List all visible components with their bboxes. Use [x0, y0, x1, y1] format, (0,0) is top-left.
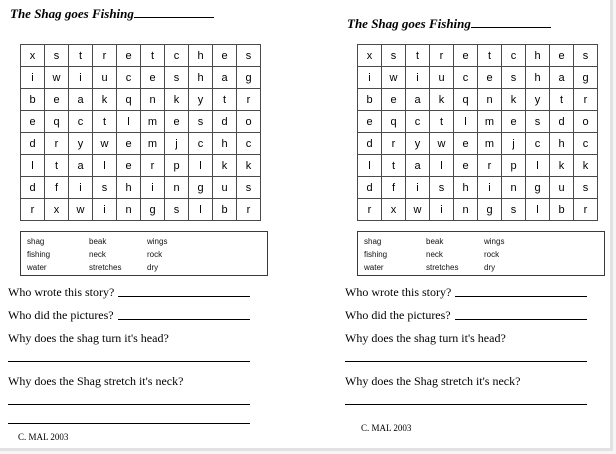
grid-cell: l: [117, 111, 141, 133]
worksheet-title: [347, 16, 609, 32]
wordsearch-grid: [357, 44, 598, 221]
grid-row: [21, 111, 261, 133]
grid-cell: l: [189, 199, 213, 221]
grid-cell: t: [406, 45, 430, 67]
grid-cell: y: [526, 89, 550, 111]
grid-cell: s: [237, 45, 261, 67]
grid-cell: i: [406, 67, 430, 89]
grid-cell: i: [430, 199, 454, 221]
word-list-column: [484, 235, 504, 275]
grid-cell: i: [406, 177, 430, 199]
grid-cell: l: [93, 155, 117, 177]
grid-cell: s: [93, 177, 117, 199]
grid-cell: j: [502, 133, 526, 155]
word-list-column: [147, 235, 167, 275]
grid-cell: s: [189, 111, 213, 133]
grid-cell: e: [141, 67, 165, 89]
answer-line: [118, 319, 250, 320]
grid-cell: n: [141, 89, 165, 111]
grid-cell: c: [502, 45, 526, 67]
grid-cell: k: [430, 89, 454, 111]
grid-cell: n: [502, 177, 526, 199]
grid-cell: e: [502, 111, 526, 133]
grid-cell: p: [165, 155, 189, 177]
question: [345, 285, 609, 299]
grid-cell: k: [550, 155, 574, 177]
grid-row: [21, 199, 261, 221]
grid-row: [358, 155, 598, 177]
grid-cell: h: [454, 177, 478, 199]
grid-cell: h: [526, 45, 550, 67]
grid-cell: w: [406, 199, 430, 221]
worksheet-panel: [345, 4, 609, 433]
grid-cell: l: [430, 155, 454, 177]
grid-cell: k: [502, 89, 526, 111]
grid-cell: a: [406, 155, 430, 177]
question-label: Why does the Shag stretch it's neck?: [8, 374, 184, 388]
grid-cell: x: [45, 199, 69, 221]
grid-cell: r: [237, 89, 261, 111]
grid-cell: f: [45, 177, 69, 199]
grid-cell: d: [550, 111, 574, 133]
question-label: Why does the shag turn it's head?: [345, 331, 506, 345]
grid-cell: d: [213, 111, 237, 133]
grid-cell: s: [430, 177, 454, 199]
grid-cell: i: [358, 67, 382, 89]
grid-cell: e: [478, 67, 502, 89]
grid-cell: y: [406, 133, 430, 155]
grid-cell: r: [478, 155, 502, 177]
answer-line: [8, 423, 250, 424]
answer-line: [8, 361, 250, 362]
word-list-item: wings: [484, 237, 505, 246]
credit-line: C. MAL 2003: [18, 432, 69, 442]
grid-cell: t: [69, 45, 93, 67]
grid-cell: g: [574, 67, 598, 89]
grid-cell: n: [454, 199, 478, 221]
grid-cell: t: [93, 111, 117, 133]
grid-cell: s: [165, 199, 189, 221]
question: [8, 374, 272, 388]
word-list-item: dry: [484, 263, 496, 272]
grid-cell: l: [21, 155, 45, 177]
grid-cell: s: [45, 45, 69, 67]
grid-row: [358, 177, 598, 199]
grid-cell: u: [550, 177, 574, 199]
grid-cell: n: [165, 177, 189, 199]
word-list-item: rock: [484, 250, 500, 259]
grid-cell: l: [526, 199, 550, 221]
grid-cell: i: [93, 199, 117, 221]
grid-cell: e: [165, 111, 189, 133]
word-list-item: fishing: [27, 250, 51, 259]
grid-row: [21, 133, 261, 155]
word-list-item: water: [27, 263, 47, 272]
grid-cell: r: [45, 133, 69, 155]
grid-cell: h: [189, 67, 213, 89]
grid-cell: d: [358, 133, 382, 155]
grid-cell: d: [358, 177, 382, 199]
grid-row: [358, 89, 598, 111]
grid-cell: n: [117, 199, 141, 221]
grid-cell: t: [478, 45, 502, 67]
grid-row: [358, 111, 598, 133]
grid-cell: b: [358, 89, 382, 111]
grid-cell: r: [574, 199, 598, 221]
grid-cell: s: [526, 111, 550, 133]
word-list-item: stretches: [426, 263, 459, 272]
grid-cell: k: [213, 155, 237, 177]
title-blank-line: [471, 16, 551, 28]
grid-cell: w: [69, 199, 93, 221]
word-list-column: [426, 235, 484, 275]
grid-cell: b: [213, 199, 237, 221]
questions-section: [345, 285, 609, 405]
grid-cell: r: [430, 45, 454, 67]
grid-cell: r: [21, 199, 45, 221]
question-label: Who did the pictures?: [8, 308, 114, 322]
grid-cell: c: [454, 67, 478, 89]
grid-cell: e: [117, 133, 141, 155]
word-list-item: beak: [89, 237, 107, 246]
grid-cell: h: [550, 133, 574, 155]
wordsearch-grid-body: [358, 45, 598, 221]
worksheet-title: [10, 6, 272, 22]
answer-line: [455, 319, 587, 320]
word-list-item: water: [364, 263, 384, 272]
grid-cell: e: [550, 45, 574, 67]
grid-cell: t: [550, 89, 574, 111]
grid-cell: q: [382, 111, 406, 133]
answer-line: [8, 404, 250, 405]
word-list-box: [357, 231, 605, 276]
grid-cell: l: [189, 155, 213, 177]
word-list-item: shag: [364, 237, 382, 246]
grid-cell: e: [454, 133, 478, 155]
grid-cell: s: [382, 45, 406, 67]
grid-cell: t: [430, 111, 454, 133]
grid-cell: w: [45, 67, 69, 89]
grid-cell: o: [574, 111, 598, 133]
grid-cell: n: [478, 89, 502, 111]
grid-cell: u: [430, 67, 454, 89]
word-list-item: dry: [147, 263, 159, 272]
grid-cell: g: [237, 67, 261, 89]
grid-cell: m: [478, 111, 502, 133]
grid-cell: x: [358, 45, 382, 67]
word-list-item: stretches: [89, 263, 122, 272]
grid-cell: h: [117, 177, 141, 199]
grid-cell: d: [21, 133, 45, 155]
grid-cell: r: [141, 155, 165, 177]
grid-cell: c: [165, 45, 189, 67]
title-text: The Shag goes Fishing: [10, 6, 134, 21]
grid-cell: t: [382, 155, 406, 177]
wordsearch-grid: [20, 44, 261, 221]
word-list-item: beak: [426, 237, 444, 246]
question: [8, 331, 272, 345]
grid-cell: l: [358, 155, 382, 177]
grid-cell: g: [478, 199, 502, 221]
questions-section: [8, 285, 272, 424]
grid-cell: i: [69, 67, 93, 89]
grid-row: [358, 45, 598, 67]
grid-cell: c: [189, 133, 213, 155]
answer-line: [345, 404, 587, 405]
word-list-column: [364, 235, 426, 275]
grid-cell: t: [45, 155, 69, 177]
grid-cell: s: [502, 199, 526, 221]
grid-cell: e: [21, 111, 45, 133]
word-list-item: rock: [147, 250, 163, 259]
grid-cell: g: [189, 177, 213, 199]
word-list-box: [20, 231, 268, 276]
grid-cell: k: [165, 89, 189, 111]
grid-cell: a: [69, 89, 93, 111]
grid-cell: e: [454, 155, 478, 177]
question-label: Who wrote this story?: [345, 285, 452, 299]
worksheet-panel: [8, 4, 272, 442]
grid-cell: r: [237, 199, 261, 221]
grid-cell: c: [69, 111, 93, 133]
grid-row: [358, 133, 598, 155]
grid-cell: b: [550, 199, 574, 221]
answer-line: [455, 296, 587, 297]
word-list-item: neck: [89, 250, 106, 259]
grid-cell: e: [45, 89, 69, 111]
grid-cell: p: [502, 155, 526, 177]
answer-line: [345, 361, 587, 362]
grid-cell: y: [69, 133, 93, 155]
grid-cell: e: [454, 45, 478, 67]
wordsearch-grid-body: [21, 45, 261, 221]
grid-row: [358, 199, 598, 221]
grid-cell: t: [213, 89, 237, 111]
grid-cell: x: [382, 199, 406, 221]
grid-cell: a: [406, 89, 430, 111]
word-list-column: [89, 235, 147, 275]
question: [345, 308, 609, 322]
grid-cell: c: [406, 111, 430, 133]
grid-cell: m: [141, 133, 165, 155]
grid-cell: e: [213, 45, 237, 67]
grid-cell: q: [454, 89, 478, 111]
grid-cell: h: [189, 45, 213, 67]
grid-cell: e: [117, 155, 141, 177]
grid-cell: g: [141, 199, 165, 221]
grid-cell: c: [117, 67, 141, 89]
grid-cell: s: [237, 177, 261, 199]
grid-cell: s: [574, 177, 598, 199]
word-list-column: [27, 235, 89, 275]
title-blank-line: [134, 6, 214, 18]
question-label: Who wrote this story?: [8, 285, 115, 299]
question: [8, 308, 272, 322]
grid-cell: j: [165, 133, 189, 155]
grid-cell: a: [550, 67, 574, 89]
grid-cell: c: [526, 133, 550, 155]
grid-row: [21, 45, 261, 67]
grid-cell: i: [478, 177, 502, 199]
grid-cell: q: [45, 111, 69, 133]
grid-row: [21, 155, 261, 177]
grid-cell: w: [93, 133, 117, 155]
grid-cell: r: [358, 199, 382, 221]
grid-cell: b: [21, 89, 45, 111]
grid-row: [21, 67, 261, 89]
grid-cell: c: [237, 133, 261, 155]
grid-cell: w: [430, 133, 454, 155]
grid-cell: r: [382, 133, 406, 155]
grid-cell: f: [382, 177, 406, 199]
question: [345, 331, 609, 345]
grid-cell: k: [237, 155, 261, 177]
question: [345, 374, 609, 388]
grid-cell: s: [574, 45, 598, 67]
word-list-item: neck: [426, 250, 443, 259]
grid-cell: e: [382, 89, 406, 111]
grid-cell: m: [141, 111, 165, 133]
grid-cell: l: [526, 155, 550, 177]
grid-cell: r: [574, 89, 598, 111]
grid-cell: k: [93, 89, 117, 111]
grid-cell: u: [213, 177, 237, 199]
grid-cell: y: [189, 89, 213, 111]
grid-cell: i: [21, 67, 45, 89]
word-list-item: wings: [147, 237, 168, 246]
grid-cell: e: [358, 111, 382, 133]
grid-cell: s: [502, 67, 526, 89]
grid-cell: h: [213, 133, 237, 155]
question-label: Why does the Shag stretch it's neck?: [345, 374, 521, 388]
grid-cell: i: [141, 177, 165, 199]
grid-cell: u: [93, 67, 117, 89]
grid-cell: i: [69, 177, 93, 199]
credit-line: C. MAL 2003: [361, 423, 412, 433]
grid-cell: c: [574, 133, 598, 155]
word-list-item: shag: [27, 237, 45, 246]
grid-cell: x: [21, 45, 45, 67]
grid-row: [21, 89, 261, 111]
grid-cell: q: [117, 89, 141, 111]
grid-cell: h: [526, 67, 550, 89]
grid-row: [358, 67, 598, 89]
grid-cell: g: [526, 177, 550, 199]
grid-cell: l: [454, 111, 478, 133]
grid-cell: a: [69, 155, 93, 177]
question: [8, 285, 272, 299]
grid-cell: d: [21, 177, 45, 199]
grid-cell: m: [478, 133, 502, 155]
grid-cell: w: [382, 67, 406, 89]
question-label: Why does the shag turn it's head?: [8, 331, 169, 345]
answer-line: [118, 296, 250, 297]
grid-cell: k: [574, 155, 598, 177]
grid-cell: a: [213, 67, 237, 89]
grid-cell: t: [141, 45, 165, 67]
title-text: The Shag goes Fishing: [347, 16, 471, 31]
grid-cell: r: [93, 45, 117, 67]
grid-cell: e: [117, 45, 141, 67]
grid-cell: o: [237, 111, 261, 133]
question-label: Who did the pictures?: [345, 308, 451, 322]
word-list-item: fishing: [364, 250, 388, 259]
grid-row: [21, 177, 261, 199]
grid-cell: s: [165, 67, 189, 89]
